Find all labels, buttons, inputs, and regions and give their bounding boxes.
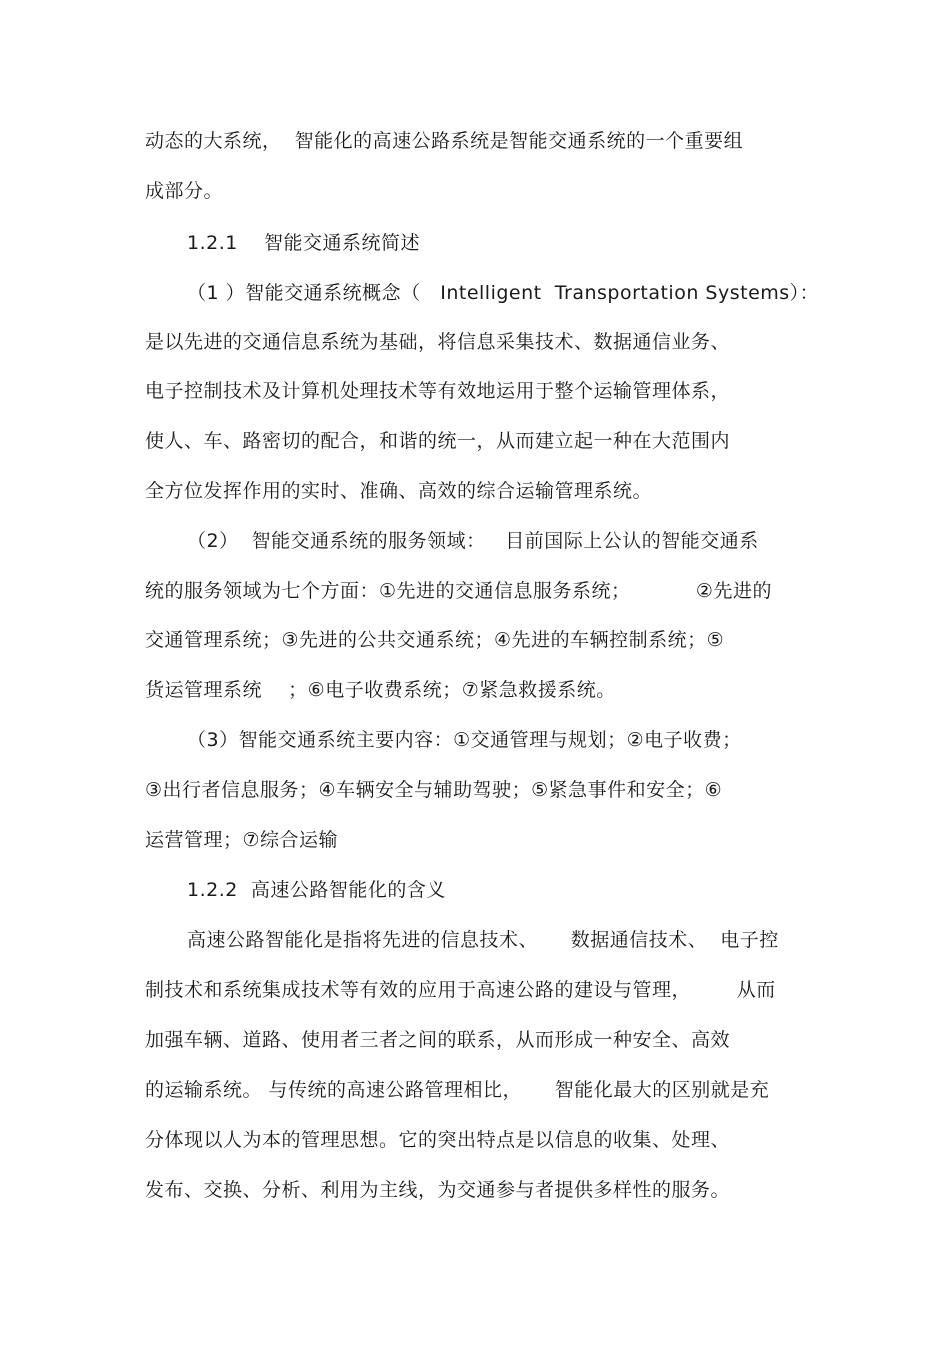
text-line: （3）智能交通系统主要内容：①交通管理与规划；②电子收费； [187,729,742,751]
text-line: 电子控制技术及计算机处理技术等有效地运用于整个运输管理体系， [145,380,731,402]
text-line: （1 ）智能交通系统概念（ Intelligent Transportation Systems）： [187,282,820,304]
text-line: 统的服务领域为七个方面：①先进的交通信息服务系统； ②先进的 [145,580,772,602]
section-heading-1-2-1: 1.2.1 智能交通系统简述 [187,232,421,254]
text-line: 全方位发挥作用的实时、准确、高效的综合运输管理系统。 [145,480,653,502]
text-line: 运营管理；⑦综合运输 [145,829,339,851]
text-line: 成部分。 [145,180,224,202]
text-line: 发布、交换、分析、利用为主线，为交通参与者提供多样性的服务。 [145,1179,731,1201]
text-line: 高速公路智能化是指将先进的信息技术、 数据通信技术、 电子控 [187,929,779,951]
text-line: 加强车辆、道路、使用者三者之间的联系，从而形成一种安全、高效 [145,1029,731,1051]
text-line: （2） 智能交通系统的服务领域： 目前国际上公认的智能交通系 [187,530,759,552]
text-line: 动态的大系统， 智能化的高速公路系统是智能交通系统的一个重要组 [145,130,744,152]
text-line: 的运输系统。 与传统的高速公路管理相比， 智能化最大的区别就是充 [145,1079,770,1101]
section-heading-1-2-2: 1.2.2 高速公路智能化的含义 [187,879,446,901]
text-line: ③出行者信息服务；④车辆安全与辅助驾驶；⑤紧急事件和安全；⑥ [145,779,723,801]
text-line: 货运管理系统 ；⑥电子收费系统；⑦紧急救援系统。 [145,679,616,701]
text-line: 是以先进的交通信息系统为基础，将信息采集技术、数据通信业务、 [145,331,731,353]
text-line: 分体现以人为本的管理思想。它的突出特点是以信息的收集、处理、 [145,1129,731,1151]
text-line: 使人、车、路密切的配合，和谐的统一，从而建立起一种在大范围内 [145,430,731,452]
text-line: 交通管理系统；③先进的公共交通系统；④先进的车辆控制系统；⑤ [145,629,725,651]
text-line: 制技术和系统集成技术等有效的应用于高速公路的建设与管理， 从而 [145,979,776,1001]
